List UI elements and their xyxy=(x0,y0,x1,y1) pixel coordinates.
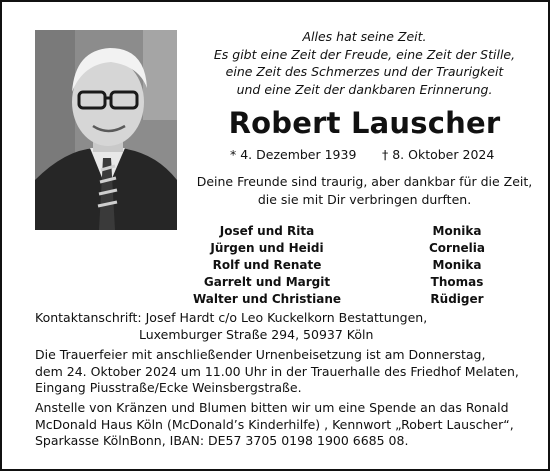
friends-message xyxy=(187,173,542,209)
death-date: † 8. Oktober 2024 xyxy=(382,147,495,162)
mourner-name: Rüdiger xyxy=(430,292,484,306)
quote-block xyxy=(187,28,542,98)
mourner-name: Thomas xyxy=(430,275,484,289)
mourners-singles xyxy=(407,223,507,308)
quote-line: Es gibt eine Zeit der Freude, eine Zeit der Stille, xyxy=(213,46,516,62)
mourner-name: Rolf und Renate xyxy=(212,258,322,272)
message-line: Deine Freunde sind traurig, aber dankbar für die Zeit, xyxy=(196,174,533,189)
mourner-name: Cornelia xyxy=(429,241,485,255)
mourners-couples xyxy=(172,223,362,308)
mourner-name: Josef und Rita xyxy=(219,224,315,238)
funeral-line: dem 24. Oktober 2024 um 11.00 Uhr in der Trauerhalle des Friedhof Melaten, xyxy=(35,363,519,379)
message-line: die sie mit Dir verbringen durften. xyxy=(257,192,472,207)
donation-notice xyxy=(35,400,525,450)
donation-line: McDonald Haus Köln (McDonald’s Kinderhilfe) , Kennwort „Robert Lauscher“, xyxy=(35,416,514,432)
mourner-name: Walter und Christiane xyxy=(193,292,341,306)
portrait-photo xyxy=(35,30,177,230)
quote-line: und eine Zeit der dankbaren Erinnerung. xyxy=(236,81,493,97)
contact-line: Luxemburger Straße 294, 50937 Köln xyxy=(139,326,374,342)
mourner-name: Monika xyxy=(432,224,482,238)
mourner-name: Jürgen und Heidi xyxy=(210,241,324,255)
mourner-name: Monika xyxy=(432,258,482,272)
quote-line: eine Zeit des Schmerzes und der Traurigkeit xyxy=(225,64,504,79)
mourner-name: Garrelt und Margit xyxy=(203,275,331,289)
donation-line: Sparkasse KölnBonn, IBAN: DE57 3705 0198 1900 6685 08. xyxy=(35,433,409,448)
quote-line: Alles hat seine Zeit. xyxy=(302,29,427,44)
donation-line: Anstelle von Kränzen und Blumen bitten wir um eine Spende an das Ronald xyxy=(35,400,509,415)
contact-address xyxy=(35,310,525,343)
deceased-name: Robert Lauscher xyxy=(228,106,501,140)
birth-date: * 4. Dezember 1939 xyxy=(230,147,357,162)
contact-line: Kontaktanschrift: Josef Hardt c/o Leo Kuckelkorn Bestattungen, xyxy=(35,310,428,325)
funeral-line: Eingang Piusstraße/Ecke Weinsbergstraße. xyxy=(35,380,302,395)
funeral-line: Die Trauerfeier mit anschließender Urnenbeisetzung ist am Donnerstag, xyxy=(35,347,486,362)
funeral-notice xyxy=(35,347,525,397)
